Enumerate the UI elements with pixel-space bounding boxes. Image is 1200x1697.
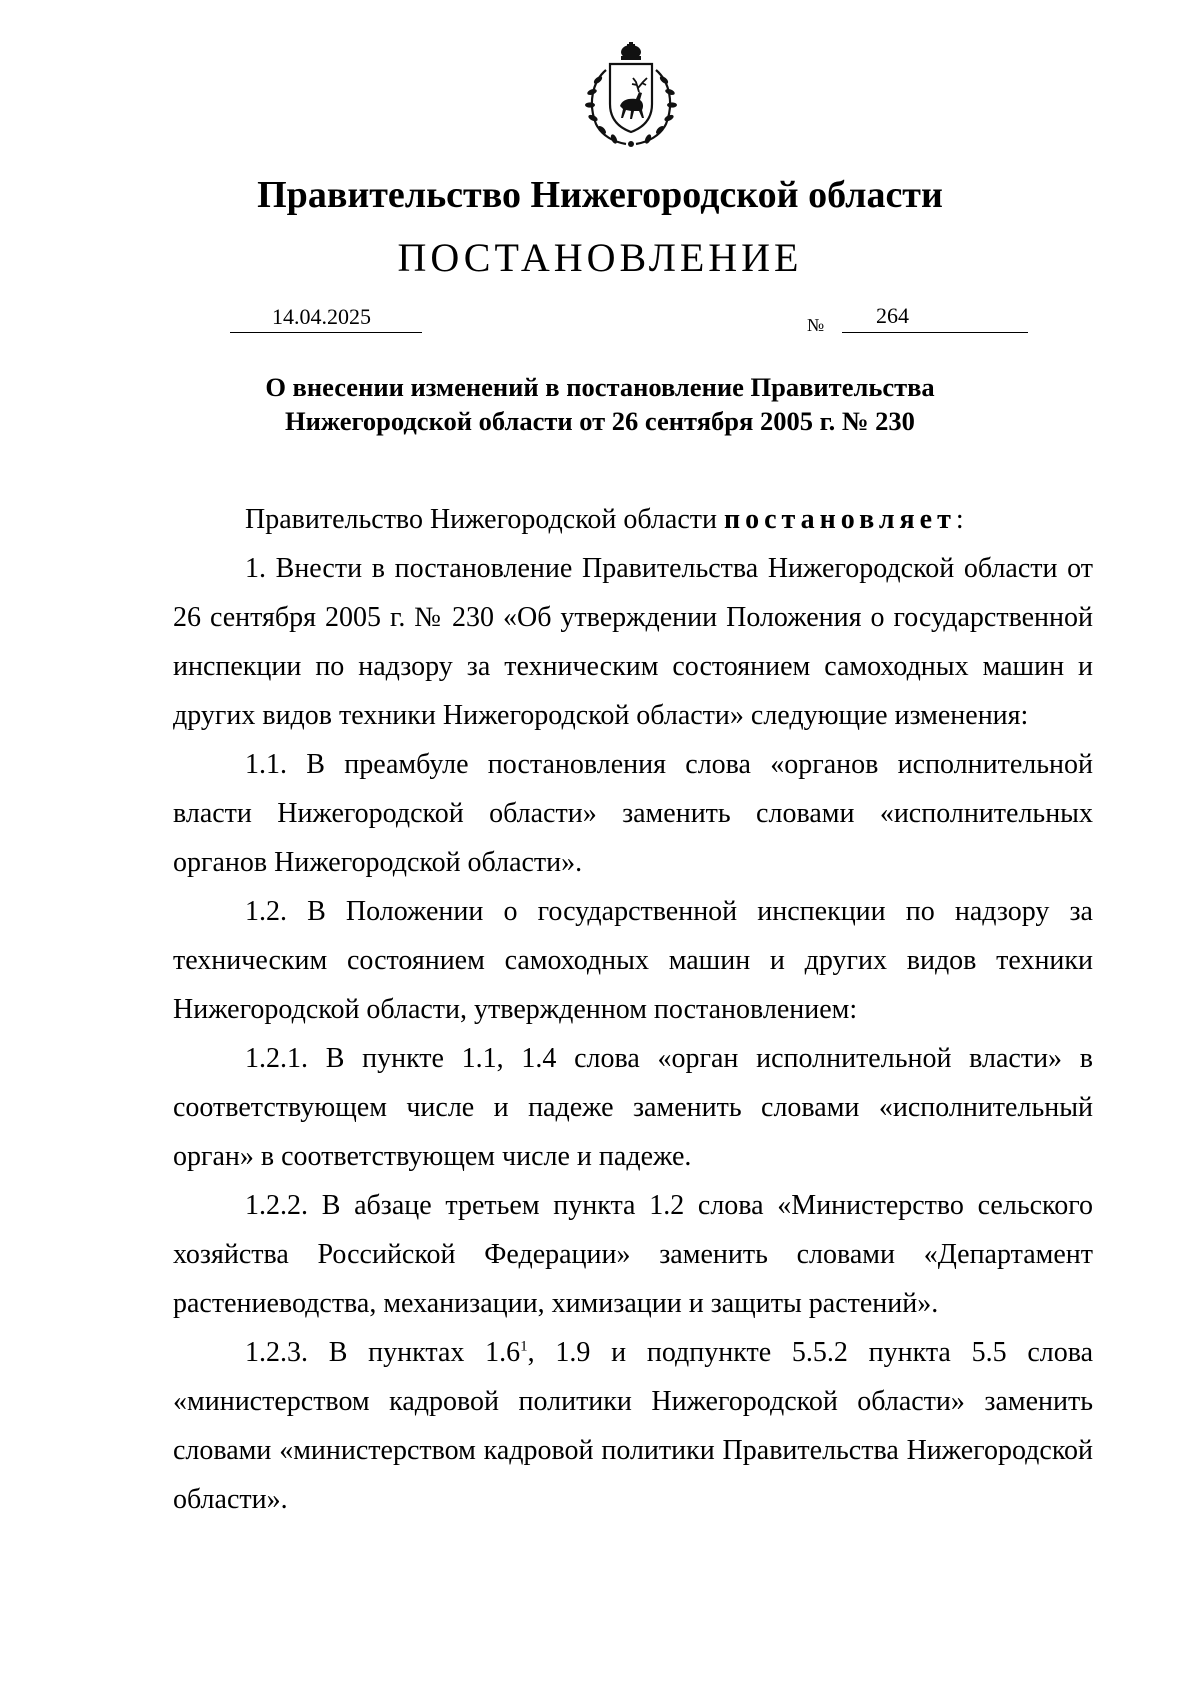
document-date-field — [230, 304, 422, 333]
paragraph-1-1: 1.1. В преамбуле постановления слова «органов исполнительной власти Нижегородской области» заменить словами «исполнительных органов Нижегородской области». — [173, 749, 1093, 878]
paragraph-1-2-1: 1.2.1. В пункте 1.1, 1.4 слова «орган исполнительной власти» в соответствующем числе и падеже заменить словами «исполнительный орган» в соответствующем числе и падеже. — [173, 1043, 1093, 1172]
paragraph-1-2-3 — [173, 1328, 1093, 1524]
document-type: ПОСТАНОВЛЕНИЕ — [397, 235, 803, 280]
subject-line-1: О внесении изменений в постановление Правительства — [265, 372, 935, 402]
paragraph-1-2-3-rest: , 1.9 и подпункте 5.5.2 пункта 5.5 слова «министерством кадровой политики Нижегородской области» заменить словами «министерством кадровой политики Правительства Нижегородской области». — [173, 1337, 1093, 1515]
intro-resolves: постановляет — [723, 504, 956, 535]
document-number: 264 — [876, 303, 909, 328]
coat-of-arms-icon — [576, 42, 686, 150]
document-number-field — [842, 304, 1028, 333]
subject-line-2: Нижегородской области от 26 сентября 2005 г. № 230 — [285, 406, 915, 436]
intro-prefix: Правительство Нижегородской области — [245, 504, 724, 535]
paragraph-1-2: 1.2. В Положении о государственной инспекции по надзору за техническим состоянием самоходных машин и других видов техники Нижегородской области, утвержденном постановлением: — [173, 896, 1093, 1025]
document-body — [173, 495, 1093, 1524]
organization-title: Правительство Нижегородской области — [257, 174, 943, 216]
superscript-mark: 1 — [520, 1338, 528, 1355]
intro-paragraph — [173, 495, 1093, 544]
document-date: 14.04.2025 — [272, 304, 371, 329]
paragraph-1: 1. Внести в постановление Правительства Нижегородской области от 26 сентября 2005 г. № 230 «Об утверждении Положения о государственной инспекции по надзору за техническим состоянием самоходных машин и других видов техники Нижегородской области» следующие изменения: — [173, 553, 1093, 731]
document-subject — [0, 370, 1200, 438]
document-number-label: № — [807, 315, 825, 335]
paragraph-1-2-2: 1.2.2. В абзаце третьем пункта 1.2 слова «Министерство сельского хозяйства Российской Федерации» заменить словами «Департамент растениеводства, механизации, химизации и защиты растений». — [173, 1190, 1093, 1319]
paragraph-1-2-3-start: 1.2.3. В пунктах 1.6 — [245, 1337, 521, 1368]
intro-suffix: : — [955, 504, 964, 535]
